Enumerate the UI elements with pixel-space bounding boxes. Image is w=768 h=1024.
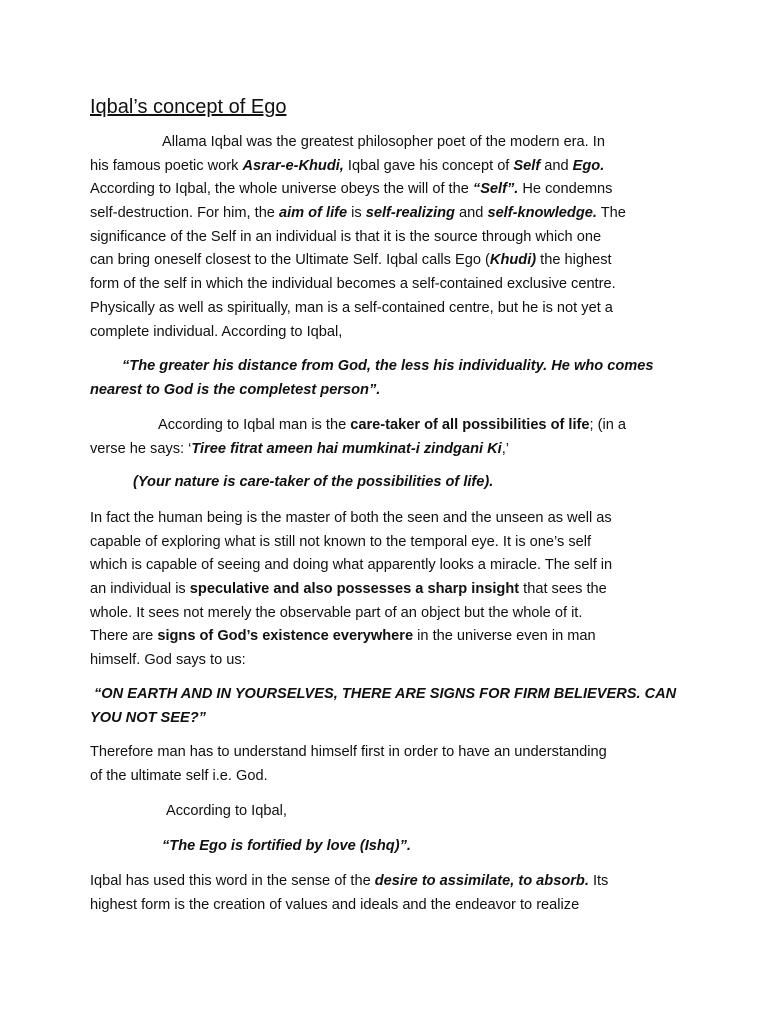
text-line: an individual is speculative and also possesses a sharp insight that sees the — [90, 581, 607, 598]
text-line: (Your nature is care-taker of the possibilities of life). — [133, 474, 494, 490]
paragraph-understand-himself — [90, 741, 680, 788]
text-line: According to Iqbal, the whole universe obeys the will of the “Self”. He condemns — [90, 181, 613, 198]
text-line: Physically as well as spiritually, man is a self-contained centre, but he is not yet a — [90, 299, 613, 316]
quote-ego-fortified — [90, 835, 680, 859]
paragraph-desire — [90, 870, 680, 917]
verse-translation — [90, 471, 680, 495]
text-line: “ON EARTH AND IN YOURSELVES, THERE ARE SIGNS FOR FIRM BELIEVERS. CAN — [94, 686, 677, 702]
paragraph-according — [90, 800, 680, 824]
text-line: which is capable of seeing and doing what apparently looks a miracle. The self in — [90, 557, 613, 574]
text-line: his famous poetic work Asrar-e-Khudi, Iqbal gave his concept of Self and Ego. — [90, 157, 605, 174]
text-line: whole. It sees not merely the observable part of an object but the whole of it. — [90, 604, 583, 621]
text-line: Iqbal has used this word in the sense of the desire to assimilate, to absorb. Its — [90, 873, 609, 889]
text-line: of the ultimate self i.e. God. — [90, 767, 268, 784]
paragraph-care-taker — [90, 414, 680, 461]
text-line: “The greater his distance from God, the less his individuality. He who comes — [122, 358, 654, 374]
text-line: capable of exploring what is still not known to the temporal eye. It is one’s self — [90, 533, 592, 550]
text-line: According to Iqbal man is the care-taker of all possibilities of life; (in a — [158, 417, 627, 433]
quote-distance-from-god — [90, 355, 680, 402]
text-line: YOU NOT SEE?” — [90, 709, 206, 726]
text-line: complete individual. According to Iqbal, — [90, 323, 343, 340]
text-line: self-destruction. For him, the aim of life is self-realizing and self-knowledge. The — [90, 205, 626, 222]
text-line: verse he says: ‘Tiree fitrat ameen hai mumkinat-i zindgani Ki,’ — [90, 440, 510, 457]
text-line: “The Ego is fortified by love (Ishq)”. — [162, 838, 411, 854]
page-title: Iqbal’s concept of Ego — [90, 96, 287, 118]
text-line: nearest to God is the completest person”. — [90, 381, 381, 398]
paragraph-human-being — [90, 507, 680, 673]
paragraph-intro — [90, 131, 680, 344]
text-line: can bring oneself closest to the Ultimate Self. Iqbal calls Ego (Khudi) the highest — [90, 252, 612, 269]
text-line: significance of the Self in an individual is that it is the source through which one — [90, 228, 602, 245]
text-line: In fact the human being is the master of both the seen and the unseen as well as — [90, 510, 612, 526]
text-line: form of the self in which the individual becomes a self-contained exclusive centre. — [90, 276, 616, 293]
quote-signs — [90, 683, 680, 730]
text-line: According to Iqbal, — [166, 803, 287, 819]
text-line: Therefore man has to understand himself first in order to have an understanding — [90, 744, 607, 760]
text-line: himself. God says to us: — [90, 652, 246, 669]
text-line: highest form is the creation of values and ideals and the endeavor to realize — [90, 896, 580, 913]
text-line: There are signs of God’s existence everywhere in the universe even in man — [90, 628, 596, 645]
text-line: Allama Iqbal was the greatest philosopher poet of the modern era. In — [162, 134, 605, 150]
